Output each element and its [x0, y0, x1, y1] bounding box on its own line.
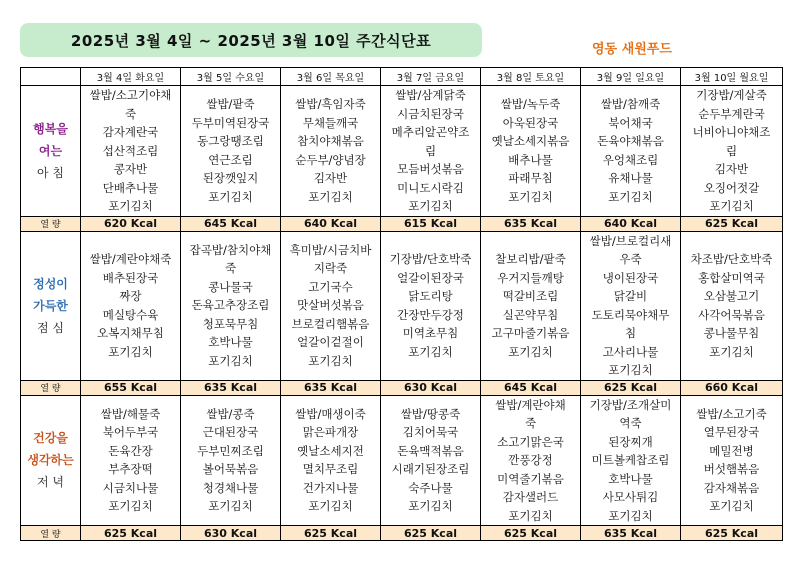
dinner-menu-row — [21, 395, 783, 526]
menu-item: 파래무침 — [508, 171, 553, 186]
menu-item: 림 — [424, 143, 437, 158]
menu-item: 미역초무침 — [402, 326, 459, 340]
menu-item: 돈육맥적볶음 — [397, 443, 464, 458]
meal-label-line: 가득한 — [33, 298, 68, 313]
menu-item: 오징어젓갈 — [703, 180, 760, 195]
menu-item: 단배추나물 — [102, 180, 159, 195]
lunch-kcal-row — [21, 380, 783, 395]
dinner-menu-cell — [681, 395, 783, 526]
menu-item: 포기김치 — [608, 363, 653, 377]
menu-item: 쌀밥/녹두죽 — [500, 97, 561, 112]
menu-item: 맑은파개장 — [302, 425, 359, 440]
menu-item: 시래기된장조림 — [391, 462, 470, 477]
menu-item: 얼갈이겉절이 — [297, 335, 364, 350]
menu-item: 호박나물 — [608, 471, 653, 486]
kcal-value: 635 Kcal — [581, 526, 681, 541]
menu-item: 포기김치 — [308, 189, 353, 204]
breakfast-kcal-row — [21, 216, 783, 231]
lunch-menu-cell — [681, 231, 783, 380]
menu-item: 호박나물 — [208, 335, 253, 350]
weekly-menu-table — [20, 67, 783, 541]
day-header: 3월 10일 월요일 — [681, 68, 783, 86]
menu-item: 우죽 — [619, 252, 642, 266]
meal-label-line: 행복을 — [33, 121, 68, 136]
menu-item: 닭갈비 — [613, 289, 648, 303]
menu-item: 포기김치 — [508, 508, 553, 523]
menu-item: 감자채볶음 — [703, 480, 760, 495]
menu-item: 포기김치 — [709, 499, 754, 514]
kcal-value: 645 Kcal — [181, 216, 281, 231]
dinner-menu-cell — [181, 395, 281, 526]
menu-item: 브로컬리햄볶음 — [291, 316, 370, 331]
kcal-value: 625 Kcal — [681, 526, 783, 541]
menu-item: 쌀밥/팥죽 — [206, 97, 255, 112]
menu-item: 청포묵무침 — [202, 316, 259, 331]
menu-item: 차조밥/단호박죽 — [690, 252, 773, 266]
breakfast-menu-row — [21, 86, 783, 217]
menu-item: 고기국수 — [308, 279, 353, 294]
menu-item: 순두부계란국 — [698, 106, 765, 121]
menu-item: 짜장 — [119, 289, 142, 303]
menu-item: 청경채나물 — [202, 480, 259, 495]
menu-item: 포기김치 — [408, 199, 453, 213]
menu-item: 쌀밥/흑임자죽 — [295, 97, 366, 112]
day-header: 3월 4일 화요일 — [81, 68, 181, 86]
meal-label-line: 건강을 — [33, 431, 68, 446]
menu-item: 돈육야채볶음 — [597, 134, 664, 149]
menu-item: 시금치나물 — [102, 480, 159, 495]
menu-item: 포기김치 — [108, 344, 153, 359]
kcal-value: 640 Kcal — [581, 216, 681, 231]
lunch-menu-row — [21, 231, 783, 380]
menu-item: 두부민찌조림 — [197, 443, 264, 458]
menu-item: 메밀전병 — [709, 443, 754, 458]
meal-label-line: 저 녁 — [37, 475, 64, 490]
menu-item: 김치어묵국 — [402, 425, 459, 440]
menu-item: 미트볼케찹조림 — [591, 453, 670, 467]
menu-item: 닭도리탕 — [408, 289, 453, 303]
menu-item: 부추장떡 — [108, 462, 153, 477]
menu-item: 포기김치 — [608, 189, 653, 204]
kcal-value: 630 Kcal — [181, 526, 281, 541]
menu-item: 무채들깨국 — [302, 115, 359, 130]
kcal-value: 655 Kcal — [81, 380, 181, 395]
menu-item: 콩자반 — [113, 162, 148, 176]
day-header: 3월 9일 일요일 — [581, 68, 681, 86]
page-title: 2025년 3월 4일 ~ 2025년 3월 10일 주간식단표 — [20, 23, 482, 57]
meal-label-line: 여는 — [38, 143, 63, 158]
menu-item: 떡갈비조림 — [502, 289, 559, 303]
menu-item: 근대된장국 — [202, 425, 259, 440]
lunch-menu-cell — [481, 231, 581, 380]
kcal-label: 열 량 — [21, 380, 81, 395]
menu-item: 잡곡밥/참치야채 — [189, 242, 272, 257]
kcal-value: 660 Kcal — [681, 380, 783, 395]
menu-item: 역죽 — [619, 416, 642, 430]
menu-item: 감자계란국 — [102, 125, 159, 139]
kcal-value: 625 Kcal — [281, 526, 381, 541]
breakfast-menu-cell — [481, 86, 581, 217]
menu-item: 포기김치 — [208, 189, 253, 204]
menu-item: 된장깻잎지 — [202, 171, 259, 186]
menu-item: 쌀밥/해물죽 — [100, 406, 161, 421]
menu-item: 죽 — [124, 106, 137, 121]
menu-item: 사모사튀김 — [602, 490, 659, 504]
menu-item: 쌀밥/콩죽 — [206, 406, 255, 421]
kcal-value: 640 Kcal — [281, 216, 381, 231]
menu-item: 홍합살미역국 — [698, 270, 765, 285]
dinner-menu-cell — [81, 395, 181, 526]
lunch-menu-cell — [81, 231, 181, 380]
dinner-kcal-row — [21, 526, 783, 541]
menu-item: 포기김치 — [108, 199, 153, 213]
menu-item: 북어두부국 — [102, 425, 159, 440]
breakfast-label — [21, 86, 81, 217]
kcal-label: 열 량 — [21, 216, 81, 231]
kcal-value: 635 Kcal — [281, 380, 381, 395]
menu-item: 포기김치 — [709, 199, 754, 213]
lunch-menu-cell — [281, 231, 381, 380]
breakfast-menu-cell — [681, 86, 783, 217]
meal-label-line: 생각하는 — [27, 453, 74, 468]
kcal-value: 625 Kcal — [581, 380, 681, 395]
menu-item: 죽 — [224, 261, 237, 276]
menu-item: 배추나물 — [508, 152, 553, 167]
menu-item: 우거지들깨탕 — [497, 270, 564, 285]
meal-label-line: 점 심 — [37, 320, 64, 335]
kcal-value: 625 Kcal — [481, 526, 581, 541]
menu-item: 숙주나물 — [408, 480, 453, 495]
menu-item: 참치야채볶음 — [297, 134, 364, 149]
menu-item: 포기김치 — [508, 344, 553, 359]
lunch-menu-cell — [581, 231, 681, 380]
menu-item: 연근조림 — [208, 152, 253, 167]
day-header: 3월 5일 수요일 — [181, 68, 281, 86]
menu-item: 미역줄기볶음 — [497, 471, 564, 486]
dinner-menu-cell — [481, 395, 581, 526]
menu-item: 메추리알곤약조 — [391, 125, 470, 139]
menu-item: 김자반 — [714, 162, 749, 176]
menu-item: 소고기맑은국 — [497, 434, 564, 449]
menu-item: 사각어묵볶음 — [698, 307, 765, 322]
menu-item: 메실탕수육 — [102, 307, 159, 322]
menu-item: 냉이된장국 — [602, 270, 659, 285]
menu-item: 건가지나물 — [302, 480, 359, 495]
menu-item: 돈육간장 — [108, 443, 153, 458]
menu-item: 오삼불고기 — [703, 289, 760, 303]
menu-item: 죽 — [524, 416, 537, 430]
menu-item: 고사리나물 — [602, 344, 659, 359]
menu-item: 볼어묵볶음 — [202, 462, 259, 477]
menu-item: 모듬버섯볶음 — [397, 162, 464, 176]
menu-item: 쌀밥/계란야채 — [495, 397, 566, 412]
kcal-value: 630 Kcal — [381, 380, 481, 395]
menu-item: 열무된장국 — [703, 425, 760, 440]
header-corner — [21, 68, 81, 86]
menu-item: 실곤약무침 — [502, 307, 559, 322]
meal-label-line: 정성이 — [33, 276, 68, 291]
menu-item: 오복지채무침 — [97, 326, 164, 340]
menu-item: 포기김치 — [508, 189, 553, 204]
kcal-label: 열 량 — [21, 526, 81, 541]
kcal-value: 635 Kcal — [481, 216, 581, 231]
menu-item: 멸치무조림 — [302, 462, 359, 477]
dinner-menu-cell — [381, 395, 481, 526]
lunch-label — [21, 231, 81, 380]
menu-item: 포기김치 — [208, 353, 253, 368]
menu-item: 흑미밥/시금치바 — [289, 242, 372, 257]
menu-item: 된장찌개 — [608, 434, 653, 449]
kcal-value: 635 Kcal — [181, 380, 281, 395]
menu-item: 콩나물국 — [208, 279, 253, 294]
lunch-menu-cell — [381, 231, 481, 380]
menu-item: 깐풍강정 — [508, 453, 553, 467]
dinner-label — [21, 395, 81, 526]
menu-item: 기장밥/단호박죽 — [389, 252, 472, 266]
menu-item: 섭산적조림 — [102, 143, 159, 158]
menu-item: 버섯햄볶음 — [703, 462, 760, 477]
day-header-row — [21, 68, 783, 86]
menu-item: 포기김치 — [408, 499, 453, 514]
menu-item: 돈육고추장조림 — [191, 298, 270, 313]
menu-item: 쌀밥/땅콩죽 — [400, 406, 461, 421]
menu-item: 기장밥/게살죽 — [696, 88, 767, 102]
menu-item: 포기김치 — [308, 499, 353, 514]
kcal-value: 625 Kcal — [381, 526, 481, 541]
menu-item: 너비아니야채조 — [692, 125, 771, 139]
menu-item: 쌀밥/브로컬리새 — [589, 233, 672, 248]
day-header: 3월 7일 금요일 — [381, 68, 481, 86]
kcal-value: 645 Kcal — [481, 380, 581, 395]
menu-item: 우엉채조림 — [602, 152, 659, 167]
menu-item: 침 — [624, 326, 637, 340]
menu-item: 감자샐러드 — [502, 490, 559, 504]
day-header: 3월 8일 토요일 — [481, 68, 581, 86]
menu-item: 옛날소세지볶음 — [491, 134, 570, 149]
menu-item: 림 — [725, 143, 738, 158]
menu-item: 시금치된장국 — [397, 106, 464, 121]
menu-item: 얼갈이된장국 — [397, 270, 464, 285]
menu-item: 맛살버섯볶음 — [297, 298, 364, 313]
menu-item: 간장만두강정 — [397, 307, 464, 322]
menu-item: 동그랑땡조림 — [197, 134, 264, 149]
menu-item: 쌀밥/계란야채죽 — [89, 252, 172, 266]
menu-item: 쌀밥/삼계닭죽 — [395, 88, 466, 102]
breakfast-menu-cell — [181, 86, 281, 217]
menu-item: 김자반 — [313, 171, 348, 186]
menu-item: 순두부/양념장 — [295, 152, 366, 167]
menu-item: 도토리묵야채무 — [591, 307, 670, 322]
menu-item: 콩나물무침 — [703, 326, 760, 340]
menu-item: 두부미역된장국 — [191, 115, 270, 130]
breakfast-menu-cell — [81, 86, 181, 217]
menu-item: 아욱된장국 — [502, 115, 559, 130]
menu-item: 옛날소세지전 — [297, 443, 364, 458]
menu-item: 미니도시락김 — [397, 180, 464, 195]
menu-item: 찰보리밥/팥죽 — [495, 252, 566, 266]
menu-item: 포기김치 — [208, 499, 253, 514]
menu-item: 포기김치 — [408, 344, 453, 359]
menu-item: 배추된장국 — [102, 270, 159, 285]
menu-item: 고구마줄기볶음 — [491, 326, 570, 340]
dinner-menu-cell — [281, 395, 381, 526]
breakfast-menu-cell — [581, 86, 681, 217]
lunch-menu-cell — [181, 231, 281, 380]
menu-item: 쌀밥/소고기야채 — [89, 88, 172, 102]
meal-label-line: 아 침 — [37, 165, 64, 180]
menu-item: 유채나물 — [608, 171, 653, 186]
kcal-value: 625 Kcal — [681, 216, 783, 231]
menu-item: 포기김치 — [608, 508, 653, 523]
dinner-menu-cell — [581, 395, 681, 526]
breakfast-menu-cell — [381, 86, 481, 217]
breakfast-menu-cell — [281, 86, 381, 217]
menu-item: 포기김치 — [709, 344, 754, 359]
menu-item: 쌀밥/매생이죽 — [295, 406, 366, 421]
menu-item: 포기김치 — [308, 353, 353, 368]
brand-name: 영동 새원푸드 — [592, 42, 672, 57]
kcal-value: 625 Kcal — [81, 526, 181, 541]
menu-item: 북어채국 — [608, 115, 653, 130]
menu-item: 쌀밥/소고기죽 — [696, 406, 767, 421]
menu-item: 기장밥/조개살미 — [589, 397, 672, 412]
day-header: 3월 6일 목요일 — [281, 68, 381, 86]
kcal-value: 620 Kcal — [81, 216, 181, 231]
menu-item: 지락죽 — [313, 261, 348, 276]
menu-item: 포기김치 — [108, 499, 153, 514]
kcal-value: 615 Kcal — [381, 216, 481, 231]
menu-item: 쌀밥/참깨죽 — [600, 97, 661, 112]
